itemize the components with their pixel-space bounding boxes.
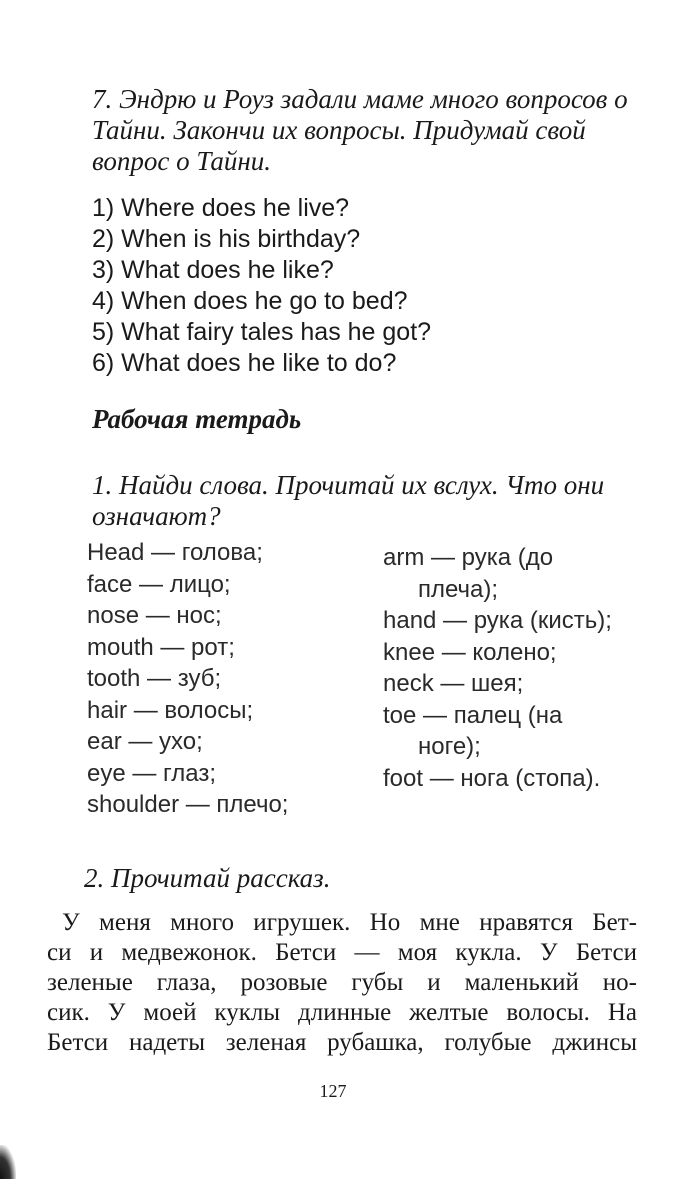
vocab-list-right (383, 542, 612, 794)
vocab-item-text: knee — колено; (383, 638, 557, 666)
story-text (47, 908, 637, 1058)
answer-item: 6) What does he like to do? (92, 349, 397, 377)
task-1-instruction: 1. Найди слова. Прочитай их вслух. Что они означают? (92, 470, 605, 531)
task-2-instruction: 2. Прочитай рассказ. (84, 863, 331, 893)
answer-item: 5) What fairy tales has he got? (92, 318, 432, 346)
vocab-item-text: arm — рука (до (383, 544, 554, 571)
answer-item: 3) What does he like? (92, 256, 334, 284)
vocab-item-continuation: плеча); (418, 575, 499, 603)
vocab-item-text: hand — рука (кисть); (383, 607, 612, 634)
vocab-item: ear — ухо; (87, 728, 203, 755)
vocab-item: hair — волосы; (87, 696, 254, 724)
page-number: 127 (319, 1081, 347, 1101)
vocab-item (383, 700, 612, 763)
workbook-heading: Рабочая тетрадь (92, 404, 302, 434)
answers-list (92, 193, 431, 379)
story-line: си и медвежонок. Бетси — моя кукла. У Бетси (47, 939, 637, 966)
answer-item: 2) When is his birthday? (92, 225, 361, 253)
vocab-item: tooth — зуб; (87, 665, 222, 692)
vocab-item: face — лицо; (87, 570, 231, 598)
story-line: Бетси надеты зеленая рубашка, голубые джинсы (47, 1029, 637, 1056)
vocab-item-text: toe — палец (на (383, 701, 563, 729)
vocab-item (383, 668, 612, 700)
vocab-item (383, 763, 612, 795)
vocab-item: Head — голова; (87, 539, 263, 566)
vocab-item (383, 637, 612, 669)
vocab-item-continuation: ноге); (418, 733, 481, 760)
story-line: сик. У моей куклы длинные желтые волосы. На (47, 999, 637, 1026)
vocab-list-left (87, 537, 288, 821)
vocab-item (383, 542, 612, 605)
page-edge-shadow (0, 1145, 16, 1179)
vocab-item: shoulder — плечо; (87, 791, 289, 818)
vocab-item-text: neck — шея; (383, 670, 524, 697)
answer-item: 1) Where does he live? (92, 194, 350, 222)
task-7-instruction: 7. Эндрю и Роуз задали маме много вопросов о Тайни. Закончи их вопросы. Придумай свой вопрос о Тайни. (92, 84, 628, 176)
story-line: У меня много игрушек. Но мне нравятся Бет- (62, 909, 637, 936)
vocab-item: nose — нос; (87, 602, 222, 629)
vocab-item: eye — глаз; (87, 759, 217, 787)
vocab-item-text: foot — нога (стопа). (383, 764, 601, 792)
answer-item: 4) When does he go to bed? (92, 287, 408, 315)
vocab-item (383, 605, 612, 637)
vocab-item: mouth — рот; (87, 633, 235, 661)
story-line: зеленые глаза, розовые губы и маленький но- (47, 969, 637, 996)
